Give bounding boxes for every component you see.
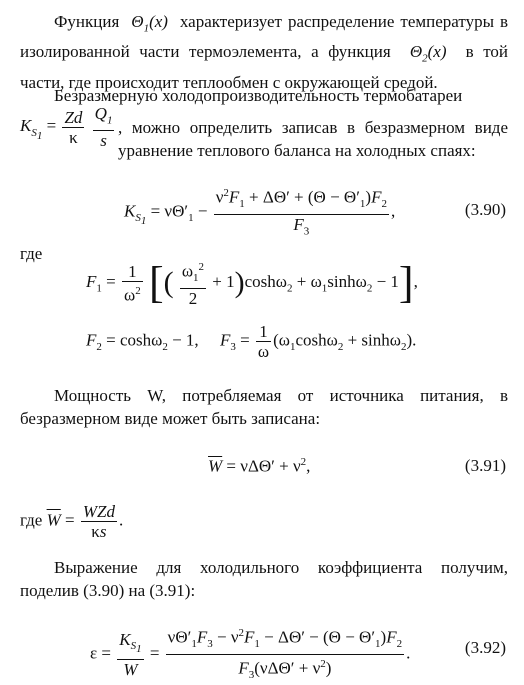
p2-lead: Безразмерную холодопроизводительность термобатареи: [54, 86, 463, 105]
p2-tail-line: [118, 116, 508, 162]
equation-F1: $F_1$ = $\frac{1}{\omega^2}$ [( $\frac{\omega_1^2}{2}$ + $1)\cosh\omega_2 + \omega_1\sinh\omega_2 - 1$],: [86, 258, 418, 309]
equation-F2-F3: $F_2 = \cosh\omega_2 - 1$, $F_3$ = $\frac{1}{\omega}$ $(\omega_1\cosh\omega_2 + \sinh\omega_2)$.: [86, 322, 417, 361]
p1-tail: в той части, где происходит теплообмен с окружающей средой.: [20, 42, 509, 92]
theta2-x: $\Theta_2(x)$: [400, 42, 457, 65]
eq-number-3-92: (3.92): [464, 638, 506, 657]
where-1: где: [20, 244, 43, 263]
p2-tail: , можно определить записав в безразмерном виде уравнение теплового баланса на холодных спаях:: [118, 118, 508, 160]
paragraph-coefficient: [20, 556, 508, 602]
where-2-label: где: [20, 510, 43, 530]
equation-3-91: $\overline{W} = \nu\Delta\Theta' + \nu^2$,: [208, 456, 311, 476]
paragraph-functions: [20, 10, 508, 94]
p4-text: Выражение для холодильного коэффициента получим, поделив (3.90) на (3.91):: [20, 558, 508, 600]
theta1-x: $\Theta_1(x)$: [125, 12, 174, 35]
where-2: где $\overline{W}$ = $\frac{\text{WZd}}{\kappa s}$ .: [20, 502, 124, 541]
equation-3-92: ε = $\frac{K_{S_1}}{W}$ = $\frac{\nu\Theta'_1F_3 - \nu^2F_1 - \Delta\Theta' - (\Theta - \Theta'_1)F_2}{F_3(\nu\Delta\Theta' + \nu^2)}$ .: [90, 624, 410, 685]
eq-number-3-91: (3.91): [464, 456, 506, 475]
equation-3-90: $K_{S_1} = \nu\Theta'_1$ − $\frac{\nu^2F_1 + \Delta\Theta' + (\Theta - \Theta'_1)F_2}{F_3}$ ,: [124, 184, 395, 241]
p1-lead: Функция: [54, 12, 120, 31]
ks1-definition: $K_{S_1}$ = $\frac{Zd}{\kappa}$ $\frac{Q_1}{s}$: [20, 104, 113, 151]
paragraph-power: [20, 384, 508, 430]
eq-number-3-90: (3.90): [464, 200, 506, 219]
p1-mid: характеризует распределение температуры в изолированной части термоэлемента, а функция: [20, 12, 509, 62]
p3-text: Мощность W, потребляемая от источника питания, в безразмерном виде может быть записана:: [20, 386, 508, 428]
